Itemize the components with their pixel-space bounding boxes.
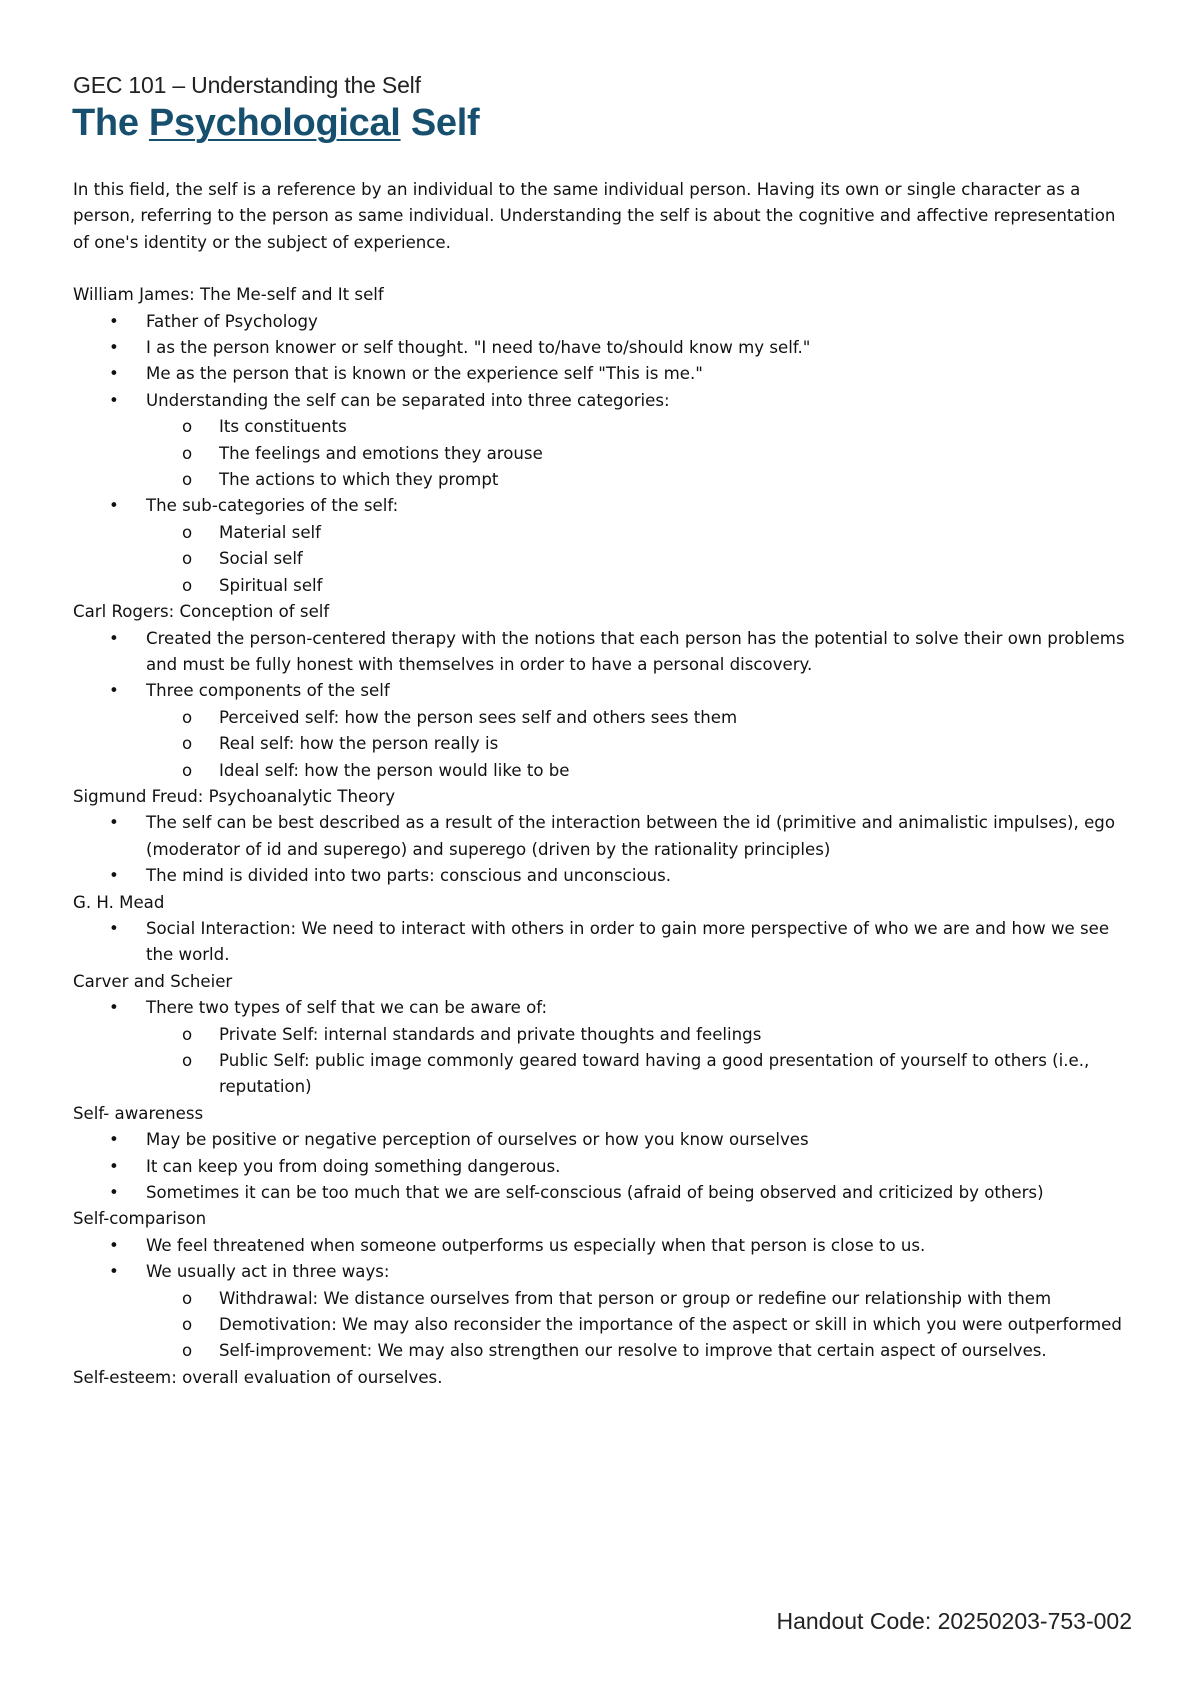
list-item: • It can keep you from doing something dangerous.: [73, 1154, 1133, 1180]
list-item: • Created the person-centered therapy with the notions that each person has the potential to solve their own problems and must be fully honest with themselves in order to have a personal discovery.: [73, 626, 1133, 679]
bullet-list: [73, 810, 1133, 889]
list-item: [73, 995, 1133, 1101]
section-carver-scheier: [73, 969, 1133, 1101]
bullet-list: [73, 309, 1133, 599]
section-self-comparison: [73, 1206, 1133, 1364]
section-heading: Sigmund Freud: Psychoanalytic Theory: [73, 786, 396, 806]
sub-list-item: o Spiritual self: [146, 573, 1133, 599]
sub-list: [146, 1286, 1133, 1365]
section-heading: Self- awareness: [73, 1103, 204, 1123]
section-self-esteem: Self-esteem: overall evaluation of ourselves.: [73, 1367, 443, 1387]
list-item: • The mind is divided into two parts: conscious and unconscious.: [73, 863, 1133, 889]
list-item-text: Three components of the self: [146, 681, 390, 701]
section-heading: William James: The Me-self and It self: [73, 285, 384, 305]
section-sigmund-freud: [73, 784, 1133, 890]
list-item: [73, 388, 1133, 494]
bullet-list: [73, 995, 1133, 1101]
sub-list-item: o Private Self: internal standards and private thoughts and feelings: [146, 1022, 1133, 1048]
bullet-list: [73, 626, 1133, 784]
sub-list-item: o Its constituents: [146, 414, 1133, 440]
list-item: • Social Interaction: We need to interact with others in order to gain more perspective of who we are and how we see the world.: [73, 916, 1133, 969]
bullet-list: [73, 916, 1133, 969]
section-william-james: [73, 282, 1133, 599]
sub-list: [146, 414, 1133, 493]
section-heading: Carl Rogers: Conception of self: [73, 602, 330, 622]
sub-list: [146, 705, 1133, 784]
list-item: [73, 678, 1133, 784]
list-item: • I as the person knower or self thought. "I need to/have to/should know my self.": [73, 335, 1133, 361]
sub-list-item: o The feelings and emotions they arouse: [146, 441, 1133, 467]
bullet-list: [73, 1233, 1133, 1365]
sub-list-item: o Ideal self: how the person would like to be: [146, 758, 1133, 784]
page-title: [72, 102, 479, 145]
list-item: • May be positive or negative perception of ourselves or how you know ourselves: [73, 1127, 1133, 1153]
sub-list-item: o Perceived self: how the person sees self and others sees them: [146, 705, 1133, 731]
sub-list-item: o Withdrawal: We distance ourselves from that person or group or redefine our relationship with them: [146, 1286, 1133, 1312]
section-carl-rogers: [73, 599, 1133, 784]
list-item: • The self can be best described as a result of the interaction between the id (primitive and animalistic impulses), ego (moderator of id and superego) and superego (driven by the rationality principles): [73, 810, 1133, 863]
handout-code: Handout Code: 20250203-753-002: [776, 1608, 1132, 1634]
sub-list-item: o Material self: [146, 520, 1133, 546]
list-item-text: The sub-categories of the self:: [146, 496, 399, 516]
sub-list-item: o Real self: how the person really is: [146, 731, 1133, 757]
course-label: GEC 101 – Understanding the Self: [73, 72, 421, 98]
sub-list-item: o Self-improvement: We may also strengthen our resolve to improve that certain aspect of ourselves.: [146, 1338, 1133, 1364]
section-gh-mead: [73, 890, 1133, 969]
sub-list-item: o Public Self: public image commonly geared toward having a good presentation of yourself to others (i.e., reputation): [146, 1048, 1133, 1101]
section-heading: G. H. Mead: [73, 892, 165, 912]
list-item-text: We usually act in three ways:: [146, 1262, 390, 1282]
sub-list: [146, 520, 1133, 599]
list-item: [73, 493, 1133, 599]
list-item: [73, 1259, 1133, 1365]
list-item-text: There two types of self that we can be aware of:: [146, 998, 548, 1018]
list-item: • Sometimes it can be too much that we are self-conscious (afraid of being observed and criticized by others): [73, 1180, 1133, 1206]
list-item: • We feel threatened when someone outperforms us especially when that person is close to us.: [73, 1233, 1133, 1259]
list-item: • Me as the person that is known or the experience self "This is me.": [73, 361, 1133, 387]
sub-list: [146, 1022, 1133, 1101]
section-heading: Carver and Scheier: [73, 971, 233, 991]
section-self-awareness: [73, 1101, 1133, 1207]
bullet-list: [73, 1127, 1133, 1206]
list-item-text: Understanding the self can be separated into three categories:: [146, 390, 670, 410]
list-item: • Father of Psychology: [73, 309, 1133, 335]
intro-paragraph: In this field, the self is a reference by an individual to the same individual person. Having its own or single character as a person, referring to the person as same individual. Understanding the self is about the cognitive and affective representation of one's identity or the subject of experience.: [73, 180, 1116, 252]
document-body: [73, 177, 1133, 1391]
section-heading: Self-comparison: [73, 1209, 207, 1229]
sub-list-item: o The actions to which they prompt: [146, 467, 1133, 493]
title-suffix: Self: [400, 102, 480, 144]
sub-list-item: o Social self: [146, 546, 1133, 572]
title-prefix: The: [72, 102, 149, 144]
sub-list-item: o Demotivation: We may also reconsider the importance of the aspect or skill in which you were outperformed: [146, 1312, 1133, 1338]
title-underlined-word: Psychological: [148, 102, 401, 144]
